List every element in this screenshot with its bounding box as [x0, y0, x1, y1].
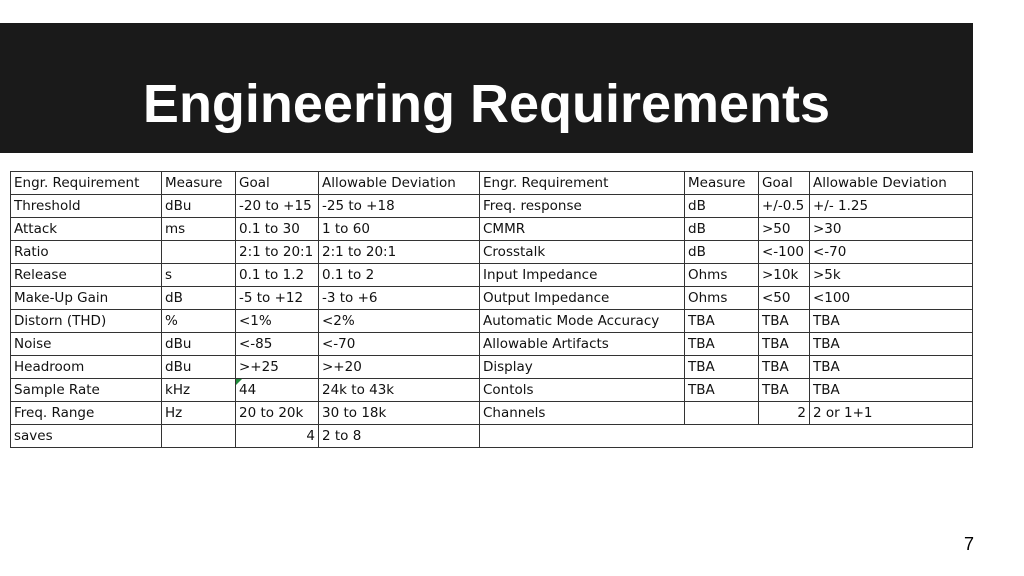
table-row: [11, 264, 973, 287]
table-cell: 4: [236, 425, 319, 448]
table-cell: 0.1 to 2: [319, 264, 480, 287]
table-cell: Channels: [480, 402, 685, 425]
table-cell: dBu: [162, 333, 236, 356]
table-row: [11, 356, 973, 379]
table-cell: 1 to 60: [319, 218, 480, 241]
table-cell: 30 to 18k: [319, 402, 480, 425]
table-cell: dB: [162, 287, 236, 310]
table-cell: <-85: [236, 333, 319, 356]
table-cell: Ratio: [11, 241, 162, 264]
table-cell: <-100: [759, 241, 810, 264]
table-cell: 2 or 1+1: [810, 402, 973, 425]
table-cell: 2:1 to 20:1: [236, 241, 319, 264]
header-cell: Allowable Deviation: [810, 172, 973, 195]
table-cell: Contols: [480, 379, 685, 402]
table-cell: dBu: [162, 356, 236, 379]
table-cell: 2: [759, 402, 810, 425]
table-cell: Freq. Range: [11, 402, 162, 425]
table-cell: <-70: [810, 241, 973, 264]
table-cell: <50: [759, 287, 810, 310]
table-cell: Noise: [11, 333, 162, 356]
table-cell: >5k: [810, 264, 973, 287]
table-cell: <100: [810, 287, 973, 310]
table-cell: Automatic Mode Accuracy: [480, 310, 685, 333]
table-cell: -3 to +6: [319, 287, 480, 310]
table-cell: [162, 425, 236, 448]
table-cell: 44: [236, 379, 319, 402]
table-cell: 0.1 to 30: [236, 218, 319, 241]
table-cell: saves: [11, 425, 162, 448]
table-cell: Allowable Artifacts: [480, 333, 685, 356]
table-header-row: [11, 172, 973, 195]
table-cell: Release: [11, 264, 162, 287]
table-cell: Freq. response: [480, 195, 685, 218]
table-row: [11, 310, 973, 333]
table-cell: [162, 241, 236, 264]
table-cell: <-70: [319, 333, 480, 356]
table-cell: TBA: [810, 379, 973, 402]
page-number: 7: [963, 534, 974, 554]
table-row: [11, 218, 973, 241]
table-cell: TBA: [685, 356, 759, 379]
table-cell: >30: [810, 218, 973, 241]
header-cell: Goal: [759, 172, 810, 195]
table-cell: 24k to 43k: [319, 379, 480, 402]
table-cell: -20 to +15: [236, 195, 319, 218]
table-cell: TBA: [759, 356, 810, 379]
title-bar: [0, 23, 973, 153]
table-cell: Threshold: [11, 195, 162, 218]
table-cell: TBA: [685, 333, 759, 356]
table-cell: -5 to +12: [236, 287, 319, 310]
table-cell: dB: [685, 218, 759, 241]
header-cell: Goal: [236, 172, 319, 195]
table-cell: TBA: [810, 356, 973, 379]
table-cell: Ohms: [685, 264, 759, 287]
table-cell: s: [162, 264, 236, 287]
table-cell: ms: [162, 218, 236, 241]
header-cell: Measure: [162, 172, 236, 195]
header-cell: Engr. Requirement: [11, 172, 162, 195]
table-cell: TBA: [759, 379, 810, 402]
table-cell: Output Impedance: [480, 287, 685, 310]
table-cell-empty: [480, 425, 973, 448]
table-cell: >+25: [236, 356, 319, 379]
table-cell: >10k: [759, 264, 810, 287]
table-row: [11, 402, 973, 425]
table-cell: 2:1 to 20:1: [319, 241, 480, 264]
table-cell: Distorn (THD): [11, 310, 162, 333]
table-cell: Headroom: [11, 356, 162, 379]
table-cell: Display: [480, 356, 685, 379]
table-cell: Crosstalk: [480, 241, 685, 264]
requirements-table-body: [11, 172, 973, 448]
table-cell: [685, 402, 759, 425]
table-row: [11, 241, 973, 264]
table-cell: dB: [685, 195, 759, 218]
table-cell: <2%: [319, 310, 480, 333]
table-cell: -25 to +18: [319, 195, 480, 218]
requirements-table: [10, 171, 973, 448]
table-cell: Hz: [162, 402, 236, 425]
table-row: [11, 425, 973, 448]
table-cell: TBA: [810, 310, 973, 333]
table-cell: Attack: [11, 218, 162, 241]
table-row: [11, 287, 973, 310]
table-cell: >50: [759, 218, 810, 241]
table-cell: Ohms: [685, 287, 759, 310]
table-cell: 20 to 20k: [236, 402, 319, 425]
table-cell: <1%: [236, 310, 319, 333]
table-cell: TBA: [759, 333, 810, 356]
table-cell: TBA: [759, 310, 810, 333]
table-row: [11, 333, 973, 356]
table-cell: TBA: [685, 310, 759, 333]
table-row: [11, 379, 973, 402]
table-cell: 2 to 8: [319, 425, 480, 448]
table-cell: kHz: [162, 379, 236, 402]
header-cell: Allowable Deviation: [319, 172, 480, 195]
table-cell: CMMR: [480, 218, 685, 241]
table-cell: 0.1 to 1.2: [236, 264, 319, 287]
table-cell: +/- 1.25: [810, 195, 973, 218]
table-cell: dBu: [162, 195, 236, 218]
table-row: [11, 195, 973, 218]
table-cell: TBA: [810, 333, 973, 356]
table-cell: %: [162, 310, 236, 333]
slide-title: Engineering Requirements: [142, 74, 831, 134]
table-cell: >+20: [319, 356, 480, 379]
table-cell: Make-Up Gain: [11, 287, 162, 310]
header-cell: Measure: [685, 172, 759, 195]
table-cell: dB: [685, 241, 759, 264]
table-cell: Input Impedance: [480, 264, 685, 287]
table-cell: TBA: [685, 379, 759, 402]
table-cell: +/-0.5: [759, 195, 810, 218]
table-cell: Sample Rate: [11, 379, 162, 402]
header-cell: Engr. Requirement: [480, 172, 685, 195]
